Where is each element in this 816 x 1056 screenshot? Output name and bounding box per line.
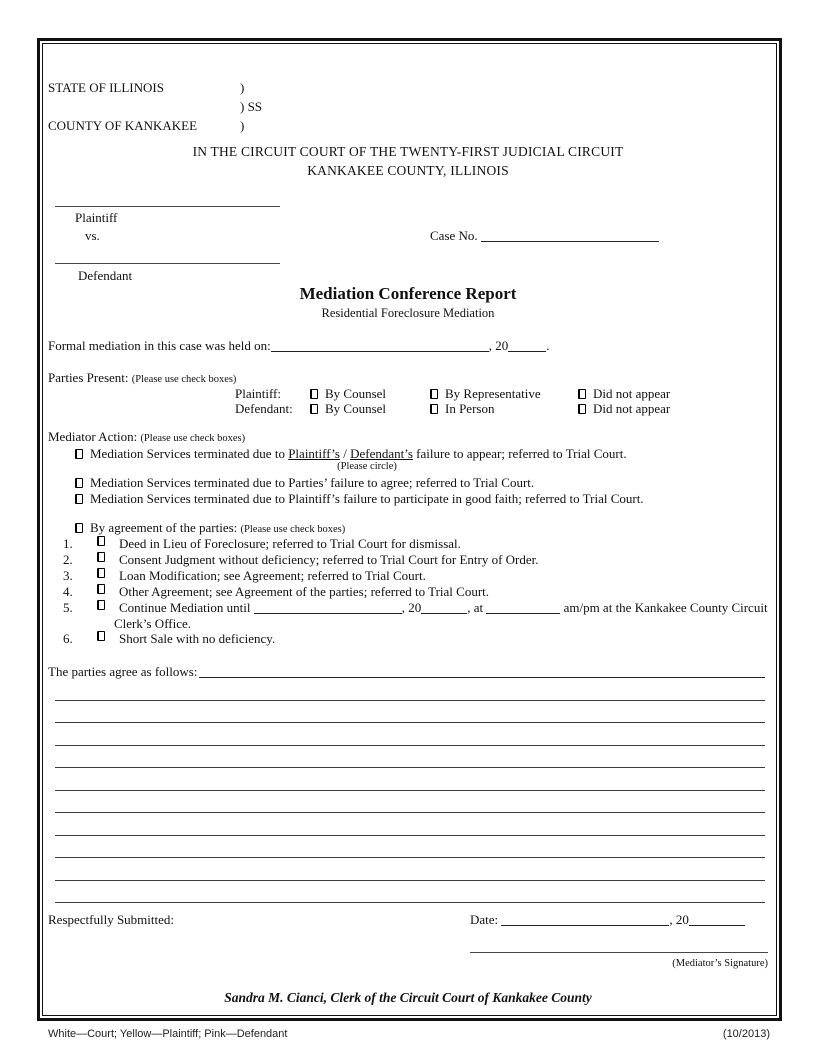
mediator-action-item-2 <box>75 475 534 491</box>
checkbox-other-agreement[interactable] <box>97 584 105 594</box>
continue-year-blank[interactable] <box>421 601 467 614</box>
checkbox-plaintiff-by-representative[interactable] <box>430 389 438 399</box>
agreement-ruled-line[interactable] <box>55 881 765 904</box>
item-number: 4. <box>63 584 73 599</box>
row-label: Defendant: <box>235 401 293 416</box>
parties-present-plaintiff-row <box>0 386 816 402</box>
continue-post: am/pm at the Kankakee County Circuit <box>563 600 768 615</box>
agreement-ruled-line[interactable] <box>55 678 765 701</box>
plaintiffs-circle-choice[interactable]: Plaintiff’s <box>288 446 340 461</box>
continue-at: , at <box>467 600 484 615</box>
form-title: Mediation Conference Report <box>299 284 517 303</box>
form-subtitle: Residential Foreclosure Mediation <box>321 306 495 320</box>
by-agreement-row <box>75 520 345 536</box>
court-subtitle-line: KANKAKEE COUNTY, ILLINOIS <box>307 163 509 178</box>
clerk-attribution-line: Sandra M. Cianci, Clerk of the Circuit Court of Kankakee County <box>224 990 592 1005</box>
revision-date: (10/2013) <box>722 1028 770 1040</box>
parties-agree-label: The parties agree as follows: <box>48 664 198 679</box>
date-row <box>470 912 745 928</box>
held-on-year-prefix: , 20 <box>488 338 509 353</box>
item-text: Mediation Services terminated due to Plaintiff’s failure to participate in good faith; referred to Trial Court. <box>90 491 644 506</box>
checkbox-terminated-failure-to-agree[interactable] <box>75 478 83 488</box>
checkbox-by-agreement[interactable] <box>75 523 83 533</box>
checkbox-terminated-good-faith[interactable] <box>75 494 83 504</box>
continue-year-prefix: , 20 <box>401 600 422 615</box>
by-agreement-note: (Please use check boxes) <box>240 524 346 535</box>
agreement-ruled-line[interactable] <box>55 858 765 881</box>
agreement-ruled-line[interactable] <box>55 768 765 791</box>
by-agreement-label: By agreement of the parties: <box>90 520 238 535</box>
paren: ) <box>240 118 245 133</box>
defendant-name-blank[interactable] <box>55 256 280 264</box>
continue-date-blank[interactable] <box>254 601 402 614</box>
agreement-ruled-line[interactable] <box>55 791 765 814</box>
checkbox-consent-judgment[interactable] <box>97 552 105 562</box>
agreement-option-4 <box>63 584 489 600</box>
item-text: Short Sale with no deficiency. <box>119 631 276 646</box>
date-label: Date: <box>470 912 499 927</box>
plaintiff-label: Plaintiff <box>75 210 118 225</box>
checkbox-deed-in-lieu[interactable] <box>97 536 105 546</box>
parties-present-label: Parties Present: <box>48 370 129 385</box>
mediator-action-item-1 <box>75 446 627 462</box>
court-heading <box>0 142 816 180</box>
option-label: In Person <box>445 401 495 416</box>
mediator-action-heading <box>48 429 245 447</box>
mediator-action-note: (Please use check boxes) <box>140 433 246 444</box>
defendant-label: Defendant <box>78 268 133 283</box>
item-text <box>119 600 768 616</box>
checkbox-defendant-in-person[interactable] <box>430 404 438 414</box>
agreement-option-6 <box>63 631 275 647</box>
mediator-action-item-3 <box>75 491 644 507</box>
agreement-option-2 <box>63 552 539 568</box>
agreement-ruled-line[interactable] <box>55 813 765 836</box>
continue-wrap-line: Clerk’s Office. <box>114 616 192 631</box>
please-circle-note: (Please circle) <box>337 461 397 472</box>
respectfully-submitted-label: Respectfully Submitted: <box>48 912 175 927</box>
row-label: Plaintiff: <box>235 386 281 401</box>
venue-caption <box>48 78 328 135</box>
agreement-option-5 <box>63 600 768 616</box>
checkbox-plaintiff-did-not-appear[interactable] <box>578 389 586 399</box>
agreement-option-1 <box>63 536 461 552</box>
court-title-line: IN THE CIRCUIT COURT OF THE TWENTY-FIRST JUDICIAL CIRCUIT <box>192 144 624 159</box>
checkbox-terminated-failure-to-appear[interactable] <box>75 449 83 459</box>
date-year-blank[interactable] <box>689 913 745 926</box>
checkbox-defendant-by-counsel[interactable] <box>310 404 318 414</box>
item-number: 2. <box>63 552 73 567</box>
checkbox-plaintiff-by-counsel[interactable] <box>310 389 318 399</box>
agreement-option-3 <box>63 568 426 584</box>
option-label: Did not appear <box>593 386 671 401</box>
checkbox-loan-modification[interactable] <box>97 568 105 578</box>
item-text: Deed in Lieu of Foreclosure; referred to Trial Court for dismissal. <box>119 536 461 551</box>
option-label: Did not appear <box>593 401 671 416</box>
checkbox-defendant-did-not-appear[interactable] <box>578 404 586 414</box>
date-blank[interactable] <box>501 913 669 926</box>
mediator-signature-label: (Mediator’s Signature) <box>672 958 768 969</box>
item-text-pre: Mediation Services terminated due to <box>90 446 289 461</box>
held-on-label: Formal mediation in this case was held on: <box>48 338 271 353</box>
held-on-row <box>48 338 550 354</box>
parties-present-defendant-row <box>0 401 816 417</box>
defendants-circle-choice[interactable]: Defendant’s <box>350 446 413 461</box>
paren: ) <box>240 80 245 95</box>
case-no-label: Case No. <box>430 228 478 243</box>
item-number: 1. <box>63 536 73 551</box>
item-number: 6. <box>63 631 73 646</box>
parties-agree-first-line[interactable] <box>199 664 765 678</box>
continue-pre: Continue Mediation until <box>119 600 251 615</box>
option-label: By Representative <box>445 386 541 401</box>
vs-label: vs. <box>85 228 100 243</box>
paren-ss: ) SS <box>240 99 263 114</box>
item-text: Loan Modification; see Agreement; referred to Trial Court. <box>119 568 426 583</box>
agreement-write-in-area <box>55 678 765 903</box>
case-no-blank[interactable] <box>481 229 659 242</box>
item-number: 3. <box>63 568 73 583</box>
county-label: COUNTY OF KANKAKEE <box>48 118 198 133</box>
agreement-ruled-line[interactable] <box>55 746 765 769</box>
item-text: Mediation Services terminated due to Parties’ failure to agree; referred to Trial Court. <box>90 475 535 490</box>
held-on-suffix: . <box>546 338 550 353</box>
mediator-action-label: Mediator Action: <box>48 429 138 444</box>
case-number-row <box>430 228 659 244</box>
item-text: Other Agreement; see Agreement of the parties; referred to Trial Court. <box>119 584 490 599</box>
item-text-post: failure to appear; referred to Trial Court. <box>412 446 627 461</box>
held-on-year-blank[interactable] <box>508 339 546 352</box>
state-label: STATE OF ILLINOIS <box>48 80 164 95</box>
checkbox-short-sale[interactable] <box>97 631 105 641</box>
option-label: By Counsel <box>325 386 387 401</box>
held-on-date-blank[interactable] <box>271 339 489 352</box>
copy-distribution-note: White—Court; Yellow—Plaintiff; Pink—Defendant <box>48 1028 288 1040</box>
option-label: By Counsel <box>325 401 387 416</box>
agreement-ruled-line[interactable] <box>55 723 765 746</box>
checkbox-continue-mediation[interactable] <box>97 600 105 610</box>
date-year-prefix: , 20 <box>669 912 689 927</box>
slash: / <box>339 446 351 461</box>
continue-time-blank[interactable] <box>486 601 560 614</box>
agreement-ruled-line[interactable] <box>55 836 765 859</box>
plaintiff-name-blank[interactable] <box>55 199 280 207</box>
agreement-ruled-line[interactable] <box>55 701 765 724</box>
item-text: Consent Judgment without deficiency; referred to Trial Court for Entry of Order. <box>119 552 539 567</box>
item-number: 5. <box>63 600 73 615</box>
mediator-signature-blank[interactable] <box>470 945 768 953</box>
parties-present-note: (Please use check boxes) <box>131 374 237 385</box>
